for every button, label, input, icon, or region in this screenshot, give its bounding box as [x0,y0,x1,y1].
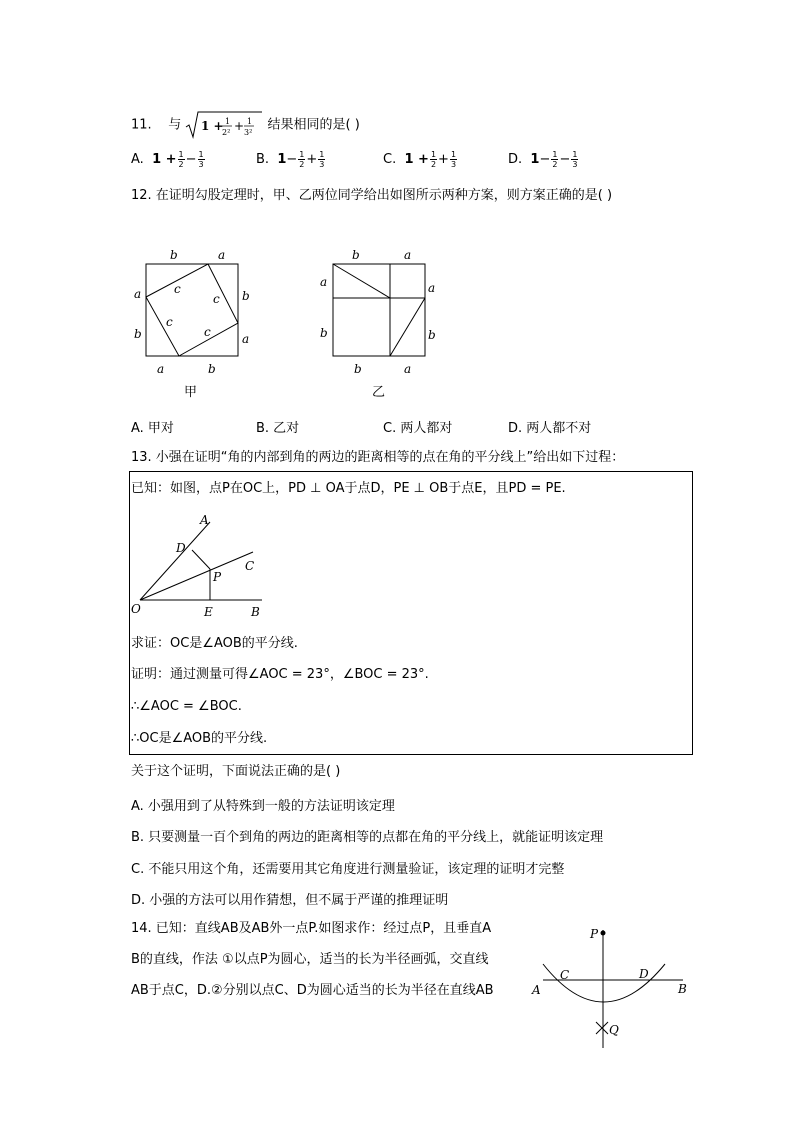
svg-text:b: b [208,362,216,376]
sqrt-expression [185,110,263,140]
svg-text:a: a [218,248,226,262]
svg-text:c: c [204,325,211,339]
q12-option-c[interactable]: C. 两人都对 [383,421,453,436]
q14-line-3: AB于点C，D.②分别以点C、D为圆心适当的长为半径在直线AB [131,983,494,998]
svg-text:C: C [560,968,570,982]
q11-option-c[interactable]: C. 1 + $\frac{1}{2}$ + $\frac{1}{3}$ [383,150,457,169]
svg-text:E: E [204,605,213,619]
svg-text:1: 1 [225,117,231,126]
q11-option-a[interactable]: A. 1 + $\frac{1}{2}$ − $\frac{1}{3}$ [131,150,204,169]
svg-text:1: 1 [247,117,253,126]
svg-text:a: a [428,281,436,295]
q13-proof-3: ∴OC是∠AOB的平分线. [131,731,268,746]
svg-text:A: A [200,513,209,527]
svg-text:b: b [170,248,178,262]
caption-jia: 甲 [184,385,198,400]
svg-text:a: a [134,287,142,301]
q13-option-d[interactable]: D. 小强的方法可以用作猜想，但不属于严谨的推理证明 [131,893,449,908]
svg-text:C: C [245,559,255,573]
q12-stem: 12. 在证明勾股定理时，甲、乙两位同学给出如图所示两种方案，则方案正确的是( ) [131,188,613,203]
figure-yi [312,245,452,405]
q11-option-d[interactable]: D. 1− $\frac{1}{2}$ − $\frac{1}{3}$ [508,150,578,169]
svg-text:D: D [176,541,186,555]
construction-figure [525,918,700,1053]
angle-figure [128,508,278,623]
svg-text:c: c [166,315,173,329]
svg-text:a: a [404,248,412,262]
svg-text:3²: 3² [244,128,253,137]
q14-line-1: 14. 已知：直线AB及AB外一点P.如图求作：经过点P，且垂直A [131,921,492,936]
q13-option-b[interactable]: B. 只要测量一百个到角的两边的距离相等的点都在角的平分线上，就能证明该定理 [131,830,604,845]
svg-text:P: P [213,570,222,584]
svg-text:b: b [352,248,360,262]
svg-text:O: O [131,602,141,616]
svg-text:Q: Q [609,1023,619,1037]
svg-text:D: D [639,967,649,981]
svg-text:a: a [157,362,165,376]
q13-ask: 关于这个证明，下面说法正确的是( ) [131,764,341,779]
q13-option-a[interactable]: A. 小强用到了从特殊到一般的方法证明该定理 [131,799,395,814]
q13-known: 已知：如图，点P在OC上，PD ⊥ OA于点D，PE ⊥ OB于点E，且PD = PE. [131,481,566,496]
q13-stem: 13. 小强在证明“角的内部到角的两边的距离相等的点在角的平分线上”给出如下过程： [131,450,625,465]
svg-text:B: B [251,605,260,619]
svg-text:b: b [320,326,328,340]
q14-line-2: B的直线，作法 ①以点P为圆心，适当的长为半径画弧，交直线 [131,952,489,967]
q12-option-a[interactable]: A. 甲对 [131,421,174,436]
svg-text:b: b [354,362,362,376]
svg-text:b: b [428,328,436,342]
svg-text:b: b [134,327,142,341]
svg-text:2²: 2² [222,128,231,137]
svg-text:b: b [242,289,250,303]
q11-stem: 11. 与 1 + 1 2² + 1 3² 结果相同的是( ) [131,110,360,140]
q12-option-b[interactable]: B. 乙对 [256,421,300,436]
q12-option-d[interactable]: D. 两人都不对 [508,421,592,436]
svg-text:a: a [404,362,412,376]
figure-jia [125,245,265,405]
svg-text:c: c [213,292,220,306]
q13-option-c[interactable]: C. 不能只用这个角，还需要用其它角度进行测量验证，该定理的证明才完整 [131,862,565,877]
svg-text:B: B [678,982,687,996]
q13-proof-1: 证明：通过测量可得∠AOC = 23°，∠BOC = 23°. [131,667,429,682]
q13-proof-2: ∴∠AOC = ∠BOC. [131,699,242,714]
svg-text:a: a [242,332,250,346]
svg-text:A: A [532,983,541,997]
q11-option-b[interactable]: B. 1− $\frac{1}{2}$ + $\frac{1}{3}$ [256,150,325,169]
caption-yi: 乙 [372,385,386,400]
svg-text:a: a [320,275,328,289]
svg-text:P: P [590,927,599,941]
svg-text:1 +: 1 + [201,119,224,133]
q13-prove: 求证：OC是∠AOB的平分线. [131,636,298,651]
svg-text:c: c [174,282,181,296]
svg-text:+: + [234,119,245,133]
